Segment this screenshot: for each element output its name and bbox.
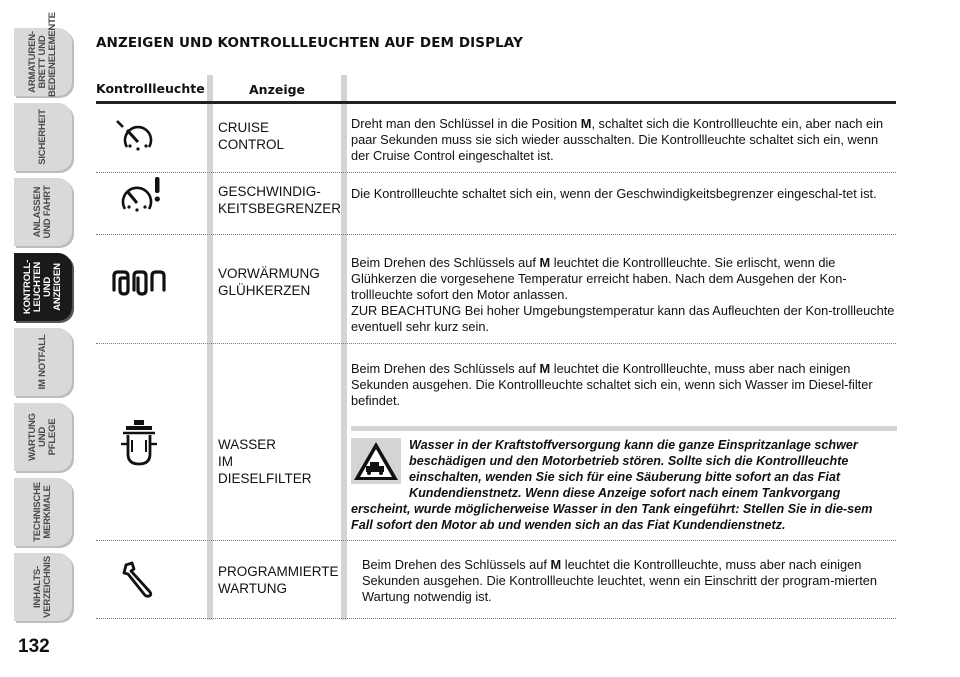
row-separator <box>96 343 896 344</box>
tab-sicherheit[interactable] <box>14 103 72 171</box>
row-description: Die Kontrollleuchte schaltet sich ein, wenn der Geschwindigkeitsbegrenzer eingeschal-tet ist. <box>351 186 877 201</box>
tab-label: SICHERHEIT <box>37 109 48 165</box>
tab-im-notfall[interactable] <box>14 328 72 396</box>
tab-anlassen[interactable] <box>14 178 72 246</box>
warning-note: Wasser in der Kraftstoffversorgung kann die ganze Einspritzanlage schwer beschädigen und den Motorbetrieb stören. Sollte sich die Kontrollleuchte einschalten, wenden Sie sich für eine Säuberung bitte sofort an das Fiat Kundendienstnetz. Wenn diese Anzeige sofort nach einem Tankvorgang erscheint, wurde möglicherweise Wasser in den Tank eingeführt: Stellen Sie in die-sem Fall sofort den Motor ab und wenden sich an das Fiat Kundendienstnetz. <box>351 438 873 532</box>
glow-plug-icon <box>110 268 166 298</box>
tab-label: WARTUNG UND PFLEGE <box>27 413 58 461</box>
column-header-anzeige: Anzeige <box>249 82 306 97</box>
tab-label: IM NOTFALL <box>37 334 48 390</box>
cruise-control-icon <box>113 116 163 156</box>
row-label: GESCHWINDIG- KEITSBEGRENZER <box>218 184 342 216</box>
page-title: ANZEIGEN UND KONTROLLLEUCHTEN AUF DEM DISPLAY <box>96 35 523 51</box>
tab-technische-merkmale[interactable] <box>14 478 72 546</box>
row-label: WASSER IM DIESELFILTER <box>218 437 312 486</box>
row-label: PROGRAMMIERTE WARTUNG <box>218 564 339 596</box>
tab-wartung[interactable] <box>14 403 72 471</box>
page-number: 132 <box>18 636 50 657</box>
column-divider <box>341 75 347 620</box>
water-in-diesel-filter-icon <box>121 418 157 468</box>
wrench-service-icon <box>122 561 156 599</box>
column-header-kontrollleuchte: Kontrollleuchte <box>96 81 205 96</box>
row-separator <box>96 618 896 619</box>
tab-label: ANLASSEN UND FAHRT <box>32 185 53 239</box>
tab-label: KONTROLL- LEUCHTEN UND ANZEIGEN <box>22 259 63 315</box>
header-rule <box>96 101 896 104</box>
speed-limiter-icon <box>111 173 167 217</box>
tab-label: ARMATUREN- BRETT UND BEDIENELEMENTE <box>27 12 58 97</box>
row-description: Dreht man den Schlüssel in die Position M, schaltet sich die Kontrollleuchte ein, aber nach ein paar Sekunden muss sie sich wieder ausschalten. Die Kontrollleuchte schaltet sich ein, wenn der Cruise Control eingeschaltet ist. <box>351 116 884 163</box>
tab-kontrollleuchten[interactable] <box>14 253 72 321</box>
tab-label: TECHNISCHE MERKMALE <box>32 482 53 542</box>
row-description: Beim Drehen des Schlüssels auf M leuchtet die Kontrollleuchte, muss aber nach einigen Sekunden ausgehen. Die Kontrollleuchte schaltet sich ein, wenn sich Wasser im Diesel-filter befindet. <box>351 361 873 408</box>
row-separator <box>96 172 896 173</box>
chapter-tabs <box>14 12 76 628</box>
row-label: CRUISE CONTROL <box>218 120 285 152</box>
row-description: Beim Drehen des Schlüssels auf M leuchtet die Kontrollleuchte. Sie erlischt, wenn die Glühkerzen die vorgesehene Temperatur erreicht haben. Nach dem Ausgehen der Kon-trollleuchte sofort den Motor anlassen. ZUR BEACHTUNG Bei hoher Umgebungstemperatur kann das Aufleuchten der Kon-trollleuchte eventuell sehr kurz sein. <box>351 255 895 334</box>
column-divider <box>207 75 213 620</box>
warning-divider <box>351 426 897 431</box>
tab-label: INHALTS- VERZEICHNIS <box>32 556 53 618</box>
tab-armaturenbrett[interactable] <box>14 12 72 97</box>
tab-inhaltsverzeichnis[interactable] <box>14 553 72 621</box>
row-description: Beim Drehen des Schlüssels auf M leuchtet die Kontrollleuchte, muss aber nach einigen Sekunden ausgehen. Die Kontrollleuchte leuchtet, wenn ein Einschritt der program-mierten Wartung notwendig ist. <box>362 557 878 604</box>
row-label: VORWÄRMUNG GLÜHKERZEN <box>218 266 320 298</box>
row-separator <box>96 234 896 235</box>
row-separator <box>96 540 896 541</box>
